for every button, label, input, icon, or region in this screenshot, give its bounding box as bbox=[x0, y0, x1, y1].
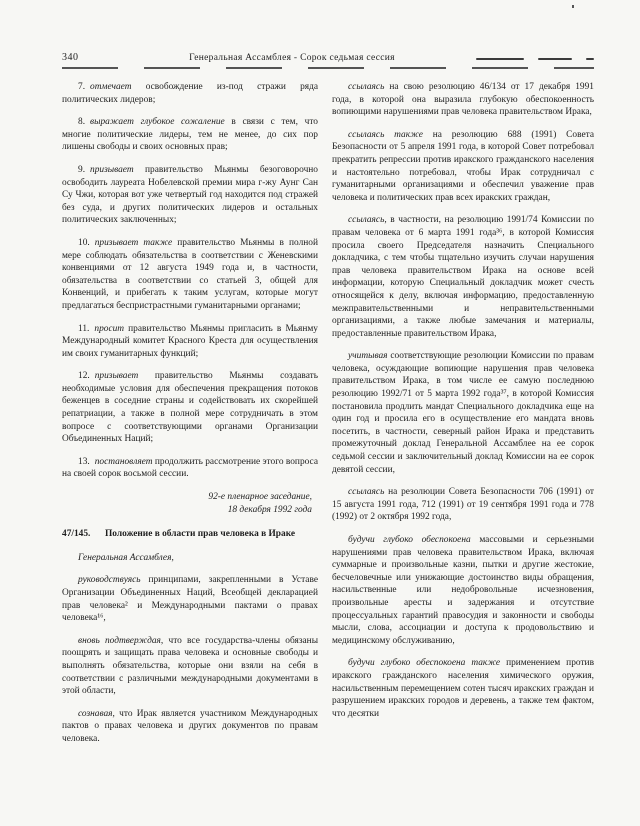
preamble-paragraph bbox=[332, 214, 594, 340]
resolution-number: 47/145. bbox=[62, 529, 91, 540]
paragraph-lead: будучи глубоко обеспокоена bbox=[348, 535, 471, 545]
operative-paragraph-9 bbox=[62, 164, 318, 227]
paragraph-lead: призывает bbox=[90, 164, 134, 175]
paragraph-text: , что Ирак является участником Международных пактов о правах человека и других документов по правам человека. bbox=[62, 708, 318, 744]
paragraph-lead: ссылаясь bbox=[348, 215, 385, 226]
preamble-paragraph bbox=[332, 129, 594, 205]
paragraph-number: 8. bbox=[78, 117, 86, 128]
paragraph-lead: постановляет bbox=[94, 456, 153, 467]
paragraph-lead: призывает bbox=[94, 371, 139, 382]
paragraph-text: правительство Мьянмы безоговорочно освободить лауреата Нобелевской премии мира г-жу Аунг Сан Су Чжи, которая вот уже четвертый год находится под стражей без суда, и других политических лидеров и остальных политических заключенных; bbox=[62, 164, 318, 226]
preamble-paragraph bbox=[332, 486, 594, 524]
paragraph-text: массовыми и серьезными нарушениями прав человека правительством Ирака, включая суммарные и произвольные казни, пытки и другие жестокие, бесчеловечные или унижающие достоинство виды обращения, насильственные или недобровольные исчезновения, произвольные аресты и задержания и отсутствие процессуальных гарантий правосудия и законности и свободы мысли, слова, ассоциации и доступа к продовольствию и медицинскому обслуживанию, bbox=[332, 535, 594, 646]
paragraph-number: 12. bbox=[78, 371, 90, 382]
paragraph-text: правительство Мьянмы создавать необходимые условия для обеспечения прекращения потоков беженцев в соседние страны и содействовать их скорейшей репатриации, а также в полной мере сотрудничать в этом вопросе с соответствующими органами Организации Объединенных Наций; bbox=[62, 371, 318, 445]
preamble-paragraph bbox=[332, 534, 594, 647]
paragraph-text: в связи с тем, что многие политические лидеры, тем не менее, до сих пор лишены свободы и своих основных прав; bbox=[62, 117, 318, 153]
paragraph-lead: ссылаясь bbox=[348, 487, 385, 498]
paragraph-text: на резолюцию 688 (1991) Совета Безопасности от 5 апреля 1991 года, в которой Совет потребовал прекратить репрессии против иракского гражданского населения и настоятельно потребовал, чтобы Ирак сотрудничал с гуманитарными организациями и обеспечил уважение прав человека и политических прав всех иракских граждан, bbox=[332, 129, 594, 203]
paragraph-number: 9. bbox=[78, 164, 86, 175]
paragraph-text: правительство Мьянмы в полной мере соблюдать обязательства в соответствии с Женевскими конвенциями от 12 августа 1949 года и, в частности, обязательства в соответствии со статьей 3, общей для Конвенций, и прибегать к таким услугам, которые могут предлагаться беспристрастными гуманитарными органами; bbox=[62, 237, 318, 311]
preamble-paragraph bbox=[332, 81, 594, 119]
rule-segment bbox=[538, 58, 572, 60]
assembly-line: Генеральная Ассамблея, bbox=[78, 552, 174, 563]
paragraph-text: освобождение из-под стражи ряда политических лидеров; bbox=[62, 82, 318, 105]
operative-paragraph-7 bbox=[62, 81, 318, 106]
paragraph-lead: ссылаясь bbox=[348, 82, 385, 92]
adoption-line-2: 18 декабря 1992 года bbox=[227, 504, 312, 515]
preamble-paragraph bbox=[332, 657, 594, 720]
text-columns bbox=[62, 81, 594, 756]
paragraph-lead: руководствуясь bbox=[78, 575, 141, 586]
preamble-paragraph bbox=[62, 635, 318, 698]
scan-artifact-rule bbox=[476, 58, 594, 60]
left-column bbox=[62, 81, 318, 756]
resolution-heading bbox=[62, 528, 318, 541]
operative-paragraph-8 bbox=[62, 116, 318, 154]
scan-artifact-dot bbox=[572, 5, 574, 8]
operative-paragraph-11 bbox=[62, 323, 318, 361]
right-column bbox=[332, 81, 594, 756]
paragraph-text: на свою резолюцию 46/134 от 17 декабря 1991 года, в которой она выразила глубокую обеспокоенность вопиющими нарушениями прав человека правительством Ирака, bbox=[332, 82, 594, 118]
paragraph-lead: вновь подтверждая bbox=[78, 635, 161, 646]
operative-paragraph-12 bbox=[62, 370, 318, 446]
adoption-note bbox=[62, 491, 312, 516]
paragraph-number: 10. bbox=[78, 237, 90, 248]
page-header bbox=[62, 52, 594, 63]
preamble-paragraph bbox=[332, 350, 594, 476]
paragraph-lead: сознавая bbox=[78, 708, 113, 719]
paragraph-lead: отмечает bbox=[90, 82, 132, 92]
operative-paragraph-13 bbox=[62, 456, 318, 481]
paragraph-lead: ссылаясь также bbox=[348, 129, 423, 140]
paragraph-lead: выражает глубокое сожаление bbox=[90, 117, 225, 128]
paragraph-text: правительство Мьянмы пригласить в Мьянму Международный комитет Красного Креста для осуществления им своих гуманитарных функций; bbox=[62, 323, 318, 359]
paragraph-lead: будучи глубоко обеспокоена также bbox=[348, 658, 501, 669]
paragraph-number: 7. bbox=[78, 82, 86, 92]
adoption-line-1: 92-е пленарное заседание, bbox=[208, 492, 312, 503]
paragraph-number: 13. bbox=[78, 456, 90, 467]
preamble-paragraph bbox=[62, 708, 318, 746]
paragraph-text: продолжить рассмотрение этого вопроса на своей сорок восьмой сессии. bbox=[62, 456, 318, 480]
paragraph-text: на резолюции Совета Безопасности 706 (1991) от 15 августа 1991 года, 712 (1991) от 19 сентября 1991 года и 778 (1992) от 2 октября 1992 года, bbox=[332, 487, 594, 523]
paragraph-lead: просит bbox=[94, 323, 125, 334]
paragraph-text: соответствующие резолюции Комиссии по правам человека, осуждающие вопиющие нарушения прав человека правительством Ирака, в том числе ее самую последнюю резолюцию 1992/71 от 5 марта 1992 года³⁷, в которой Комиссия постановила продлить мандат Специального докладчика еще на один год и просила его в осуществление его мандата вновь посетить, в частности, северный район Ирака и представить промежуточный доклад Генеральной Ассамблее на ее сорок седьмой сессии и заключительный доклад Комиссии на ее сорок девятой сессии, bbox=[332, 351, 594, 475]
operative-paragraph-10 bbox=[62, 237, 318, 313]
rule-segment bbox=[586, 58, 594, 60]
rule-segment bbox=[476, 58, 524, 60]
header-rule bbox=[62, 67, 594, 69]
resolution-title: Положение в области прав человека в Ираке bbox=[105, 529, 296, 540]
paragraph-text: принципами, закрепленными в Уставе Организации Объединенных Наций, Всеобщей декларацией прав человека² и Международными пактами о правах человека¹⁶, bbox=[62, 575, 318, 624]
page-number: 340 bbox=[62, 52, 79, 63]
paragraph-text: применением против иракского гражданского населения химического оружия, насильственным перемещением сотен тысяч иракских граждан и разрушением иракских городов и деревень, а также тем фактом, что десятки bbox=[332, 658, 594, 719]
paragraph-text: , в частности, на резолюцию 1991/74 Комиссии по правам человека от 6 марта 1991 года³⁶, в которой Комиссия просила своего Председателя назначить Специального докладчика, с тем чтобы тщательно изучить случаи нарушения прав человека правительством Ирака на основе всей информации, которую Специальный докладчик может счесть относящейся к делу, включая информацию, предоставленную межправительственными и неправительственными организациями, а также любые замечания и материалы, предоставленные правительством Ирака, bbox=[332, 215, 594, 339]
paragraph-text: , что все государства-члены обязаны поощрять и защищать права человека и основные свободы и выполнять обязательства, которые они взяли на себя в соответствии с различными международными документами в этой области, bbox=[62, 635, 319, 697]
paragraph-number: 11. bbox=[78, 323, 90, 334]
header-title: Генеральная Ассамблея - Сорок седьмая сессия bbox=[189, 53, 395, 63]
paragraph-lead: учитывая bbox=[348, 351, 388, 362]
paragraph-lead: призывает также bbox=[94, 237, 173, 248]
preamble-paragraph bbox=[62, 574, 318, 624]
